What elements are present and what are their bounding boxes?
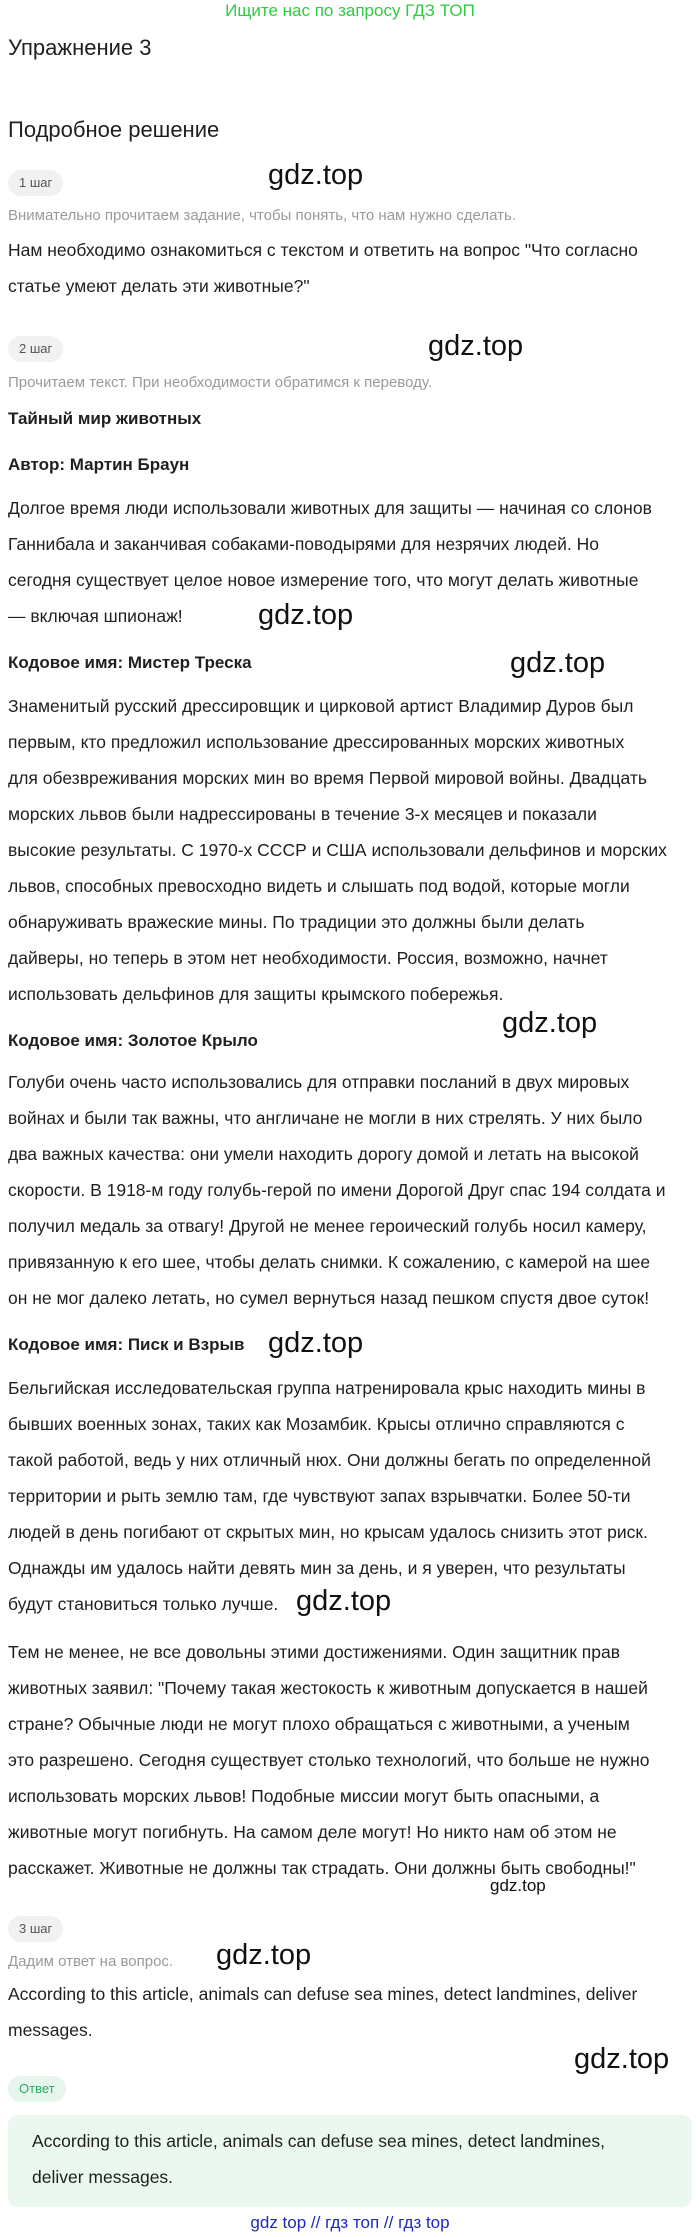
text-line: According to this article, animals can defuse sea mines, detect landmines, deliver <box>8 1984 638 2004</box>
text-line: животные могут погибнуть. На самом деле могут! Но никто нам об этом не <box>8 1822 617 1842</box>
text-line: статье умеют делать эти животные?" <box>8 276 310 296</box>
text-line: первым, кто предложил использование дрессированных морских животных <box>8 732 625 752</box>
text-line: Знаменитый русский дрессировщик и цирковой артист Владимир Дуров был <box>8 696 634 716</box>
answer-line: deliver messages. <box>32 2167 174 2187</box>
section-3-title: Кодовое имя: Писк и Взрыв <box>8 1335 245 1354</box>
text-line: такой работой, ведь у них отличный нюх. Они должны бегать по определенной <box>8 1450 651 1470</box>
text-line: это разрешено. Сегодня существует столько технологий, что больше не нужно <box>8 1750 650 1770</box>
solution-title: Подробное решение <box>8 117 220 142</box>
text-line: будут становиться только лучше. <box>8 1594 279 1614</box>
section-4-text <box>8 1634 692 1886</box>
step-3-badge: 3 шаг <box>8 1916 63 1942</box>
section-1-title: Кодовое имя: Мистер Треска <box>8 653 252 672</box>
text-line: Тем не менее, не все довольны этими достижениями. Один защитник прав <box>8 1642 620 1662</box>
text-line: львов, способных превосходно видеть и слышать под водой, которые могли <box>8 876 630 896</box>
text-line: обнаруживать вражеские мины. По традиции это должны были делать <box>8 912 585 932</box>
answer-badge: Ответ <box>8 2076 66 2102</box>
article-author: Автор: Мартин Браун <box>8 455 190 474</box>
text-line: привязанную к его шее, чтобы делать снимки. К сожалению, с камерой на шее <box>8 1252 651 1272</box>
watermark: gdz.top <box>510 647 606 679</box>
text-line: Нам необходимо ознакомиться с текстом и ответить на вопрос "Что согласно <box>8 240 638 260</box>
step-1-text <box>8 232 692 304</box>
text-line: высокие результаты. С 1970-х СССР и США использовали дельфинов и морских <box>8 840 667 860</box>
step-2-description: Прочитаем текст. При необходимости обратимся к переводу. <box>8 374 433 391</box>
section-2-text <box>8 1064 692 1316</box>
text-line: людей в день погибают от скрытых мин, но крысам удалось снизить этот риск. <box>8 1522 648 1542</box>
text-line: расскажет. Животные не должны так страдать. Они должны быть свободны!" <box>8 1858 636 1878</box>
step-3-text <box>8 1976 692 2048</box>
article-title: Тайный мир животных <box>8 409 202 428</box>
text-line: морских львов были надрессированы в течение 3-х месяцев и показали <box>8 804 597 824</box>
text-line: два важных качества: они умели находить дорогу домой и летать на высокой <box>8 1144 639 1164</box>
text-line: Голуби очень часто использовались для отправки посланий в двух мировых <box>8 1072 630 1092</box>
text-line: животных заявил: "Почему такая жестокость к животным допускается в нашей <box>8 1678 648 1698</box>
step-1-badge: 1 шаг <box>8 170 63 196</box>
step-1-description: Внимательно прочитаем задание, чтобы понять, что нам нужно сделать. <box>8 207 517 224</box>
step-2-badge: 2 шаг <box>8 336 63 362</box>
watermark: gdz.top <box>296 1585 392 1617</box>
text-line: Ганнибала и заканчивая собаками-поводырями для незрячих людей. Но <box>8 534 600 554</box>
text-line: messages. <box>8 2020 93 2040</box>
answer-line: According to this article, animals can defuse sea mines, detect landmines, <box>32 2131 605 2151</box>
text-line: для обезвреживания морских мин во время Первой мировой войны. Двадцать <box>8 768 648 788</box>
section-2-title: Кодовое имя: Золотое Крыло <box>8 1031 258 1050</box>
section-1-text <box>8 688 692 1012</box>
text-line: войнах и были так важны, что англичане не могли в них стрелять. У них было <box>8 1108 643 1128</box>
step-3-description: Дадим ответ на вопрос. <box>8 1953 174 1970</box>
watermark: gdz.top <box>216 1939 312 1971</box>
watermark: gdz.top <box>258 599 354 631</box>
text-line: использовать дельфинов для защиты крымского побережья. <box>8 984 504 1004</box>
text-line: получил медаль за отвагу! Другой не менее героический голубь носил камеру, <box>8 1216 647 1236</box>
answer-box <box>8 2115 692 2207</box>
watermark: gdz.top <box>428 330 524 362</box>
watermark: gdz.top <box>502 1007 598 1039</box>
text-line: сегодня существует целое новое измерение того, что могут делать животные <box>8 570 639 590</box>
text-line: он не мог далеко летать, но сумел вернуться назад пешком спустя двое суток! <box>8 1288 650 1308</box>
watermark: gdz.top <box>574 2043 670 2075</box>
text-line: Долгое время люди использовали животных для защиты — начиная со слонов <box>8 498 652 518</box>
exercise-title: Упражнение 3 <box>8 35 152 60</box>
text-line: использовать морских львов! Подобные миссии могут быть опасными, а <box>8 1786 600 1806</box>
text-line: бывших военных зонах, таких как Мозамбик. Крысы отлично справляются с <box>8 1414 625 1434</box>
footer-links[interactable]: gdz top // гдз топ // гдз top <box>250 2213 450 2232</box>
text-line: дайверы, но теперь в этом нет необходимости. Россия, возможно, начнет <box>8 948 608 968</box>
text-line: стране? Обычные люди не могут плохо обращаться с животными, а ученым <box>8 1714 630 1734</box>
text-line: территории и рыть землю там, где чувствуют запах взрывчатки. Более 50-ти <box>8 1486 631 1506</box>
text-line: скорости. В 1918-м году голубь-герой по имени Дорогой Друг спас 194 солдата и <box>8 1180 666 1200</box>
text-line: — включая шпионаж! <box>8 606 183 626</box>
watermark: gdz.top <box>268 159 364 191</box>
text-line: Однажды им удалось найти девять мин за день, и я уверен, что результаты <box>8 1558 626 1578</box>
watermark: gdz.top <box>490 1876 546 1895</box>
watermark: gdz.top <box>268 1327 364 1359</box>
top-banner[interactable]: Ищите нас по запросу ГДЗ ТОП <box>225 1 475 20</box>
text-line: Бельгийская исследовательская группа натренировала крыс находить мины в <box>8 1378 646 1398</box>
